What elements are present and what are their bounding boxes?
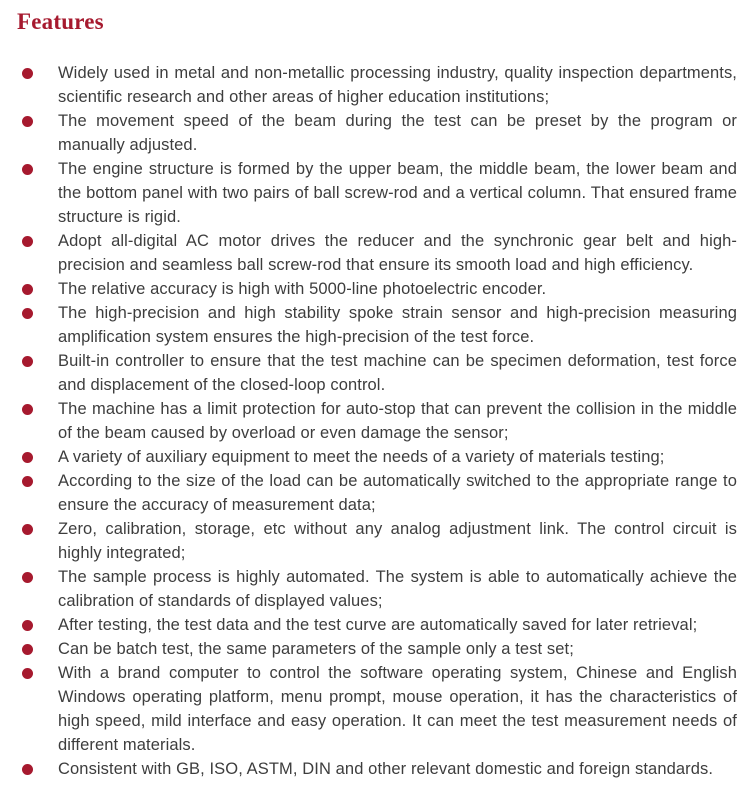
bullet-icon xyxy=(22,68,33,79)
bullet-icon xyxy=(22,644,33,655)
list-item xyxy=(17,757,737,781)
list-item xyxy=(17,157,737,229)
bullet-icon xyxy=(22,476,33,487)
feature-text: Zero, calibration, storage, etc without any analog adjustment link. The control circuit is highly integrated; xyxy=(58,520,737,562)
list-item xyxy=(17,109,737,157)
list-item xyxy=(17,277,737,301)
list-item xyxy=(17,301,737,349)
bullet-icon xyxy=(22,308,33,319)
feature-text: With a brand computer to control the software operating system, Chinese and English Windows operating platform, menu prompt, mouse operation, it has the characteristics of high speed, mild interface and easy operation. It can meet the test measurement needs of different materials. xyxy=(58,664,737,754)
list-item xyxy=(17,349,737,397)
feature-text: The relative accuracy is high with 5000-line photoelectric encoder. xyxy=(58,280,547,298)
bullet-icon xyxy=(22,236,33,247)
list-item xyxy=(17,397,737,445)
bullet-icon xyxy=(22,404,33,415)
list-item xyxy=(17,613,737,637)
feature-text: Consistent with GB, ISO, ASTM, DIN and other relevant domestic and foreign standards. xyxy=(58,760,714,778)
feature-text: A variety of auxiliary equipment to meet the needs of a variety of materials testing; xyxy=(58,448,665,466)
bullet-icon xyxy=(22,116,33,127)
bullet-icon xyxy=(22,284,33,295)
list-item xyxy=(17,469,737,517)
bullet-icon xyxy=(22,620,33,631)
list-item xyxy=(17,517,737,565)
bullet-icon xyxy=(22,764,33,775)
feature-text: The sample process is highly automated. The system is able to automatically achieve the calibration of standards of displayed values; xyxy=(58,568,737,610)
bullet-icon xyxy=(22,356,33,367)
page-title: Features xyxy=(17,9,104,34)
feature-text: Widely used in metal and non-metallic processing industry, quality inspection departments, scientific research and other areas of higher education institutions; xyxy=(58,64,737,106)
bullet-icon xyxy=(22,164,33,175)
bullet-icon xyxy=(22,572,33,583)
features-list xyxy=(17,61,737,781)
list-item xyxy=(17,445,737,469)
bullet-icon xyxy=(22,452,33,463)
feature-text: The machine has a limit protection for auto-stop that can prevent the collision in the middle of the beam caused by overload or even damage the sensor; xyxy=(58,400,737,442)
list-item xyxy=(17,661,737,757)
feature-text: Adopt all-digital AC motor drives the reducer and the synchronic gear belt and high-precision and seamless ball screw-rod that ensure its smooth load and high efficiency. xyxy=(58,232,737,274)
list-item xyxy=(17,61,737,109)
bullet-icon xyxy=(22,524,33,535)
feature-text: The engine structure is formed by the upper beam, the middle beam, the lower beam and the bottom panel with two pairs of ball screw-rod and a vertical column. That ensured frame structure is rigid. xyxy=(58,160,737,226)
feature-text: After testing, the test data and the test curve are automatically saved for later retrieval; xyxy=(58,616,698,634)
bullet-icon xyxy=(22,668,33,679)
feature-text: According to the size of the load can be automatically switched to the appropriate range to ensure the accuracy of measurement data; xyxy=(58,472,737,514)
list-item xyxy=(17,565,737,613)
list-item xyxy=(17,229,737,277)
list-item xyxy=(17,637,737,661)
feature-text: The high-precision and high stability spoke strain sensor and high-precision measuring amplification system ensures the high-precision of the test force. xyxy=(58,304,737,346)
feature-text: Built-in controller to ensure that the test machine can be specimen deformation, test force and displacement of the closed-loop control. xyxy=(58,352,737,394)
feature-text: The movement speed of the beam during the test can be preset by the program or manually adjusted. xyxy=(58,112,737,154)
feature-text: Can be batch test, the same parameters of the sample only a test set; xyxy=(58,640,574,658)
